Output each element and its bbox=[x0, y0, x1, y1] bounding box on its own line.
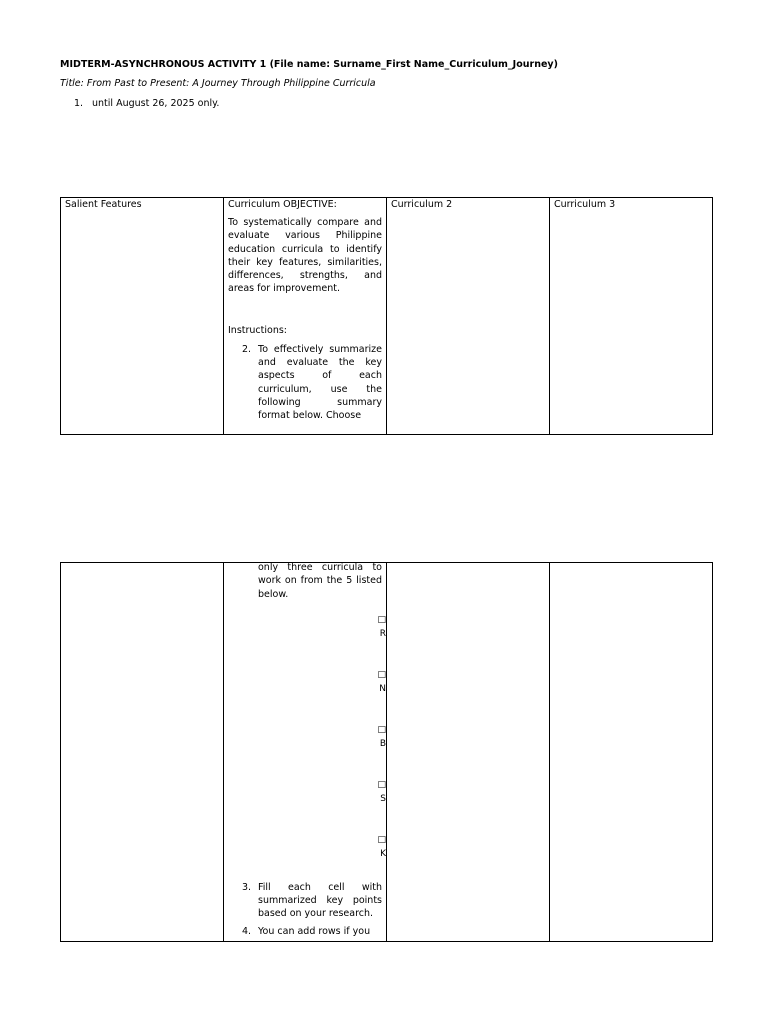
activity-title: MIDTERM-ASYNCHRONOUS ACTIVITY 1 (File name: Surname_First Name_Curriculum_Journey) bbox=[60, 59, 558, 70]
curriculum-3-header: Curriculum 3 bbox=[554, 199, 616, 210]
choice-initial: N bbox=[379, 684, 386, 694]
list-text: until August 26, 2025 only. bbox=[92, 98, 220, 109]
curriculum-table-page1 bbox=[60, 197, 713, 435]
curriculum-3-cell bbox=[550, 198, 713, 435]
instruction-item-3 bbox=[224, 881, 386, 921]
choice-initial: R bbox=[379, 629, 386, 639]
curriculum-3-cell-cont bbox=[550, 563, 713, 942]
document-title: Title: From Past to Present: A Journey Through Philippine Curricula bbox=[60, 78, 376, 89]
checkbox-glyph: □ bbox=[377, 670, 386, 680]
instruction-item-2-cont: only three curricula to work on from the 5 listed below. bbox=[258, 562, 382, 600]
choice-initial: S bbox=[380, 794, 386, 804]
curriculum-objective-cell bbox=[224, 198, 387, 435]
curriculum-2-header: Curriculum 2 bbox=[391, 199, 453, 210]
curriculum-table-page2 bbox=[60, 562, 713, 942]
checkbox-glyph: □ bbox=[377, 615, 386, 625]
choice-initial: K bbox=[380, 849, 386, 859]
salient-features-cell-cont bbox=[61, 563, 224, 942]
item-number: 2. bbox=[242, 343, 252, 355]
item-text: Fill each cell with summarized key points based on your research. bbox=[258, 881, 382, 920]
curriculum-choice-list bbox=[377, 563, 386, 863]
salient-features-header: Salient Features bbox=[65, 199, 142, 210]
checkbox-glyph: □ bbox=[377, 725, 386, 735]
objective-text: To systematically compare and evaluate various Philippine education curricula to identify their key features, similarities, differences, strengths, and areas for improvement. bbox=[228, 217, 382, 295]
item-number: 4. bbox=[242, 925, 252, 937]
checkbox-glyph: □ bbox=[377, 835, 386, 845]
curriculum-objective-cell-cont bbox=[224, 563, 387, 942]
choice-initial: B bbox=[379, 739, 386, 749]
list-number: 1. bbox=[74, 98, 84, 109]
item-number: 3. bbox=[242, 881, 252, 893]
list-item bbox=[74, 98, 219, 109]
curriculum-2-cell bbox=[387, 198, 550, 435]
item-text: You can add rows if you bbox=[258, 925, 371, 937]
instructions-label: Instructions: bbox=[228, 324, 287, 336]
salient-features-cell bbox=[61, 198, 224, 435]
instruction-item-2 bbox=[224, 343, 386, 423]
curriculum-2-cell-cont bbox=[387, 563, 550, 942]
item-text: To effectively summarize and evaluate the key aspects of each curriculum, use the following summary format below. Choose bbox=[258, 343, 382, 422]
checkbox-glyph: □ bbox=[377, 780, 386, 790]
instruction-item-4 bbox=[224, 925, 386, 938]
curriculum-objective-header: Curriculum OBJECTIVE: bbox=[228, 199, 337, 210]
